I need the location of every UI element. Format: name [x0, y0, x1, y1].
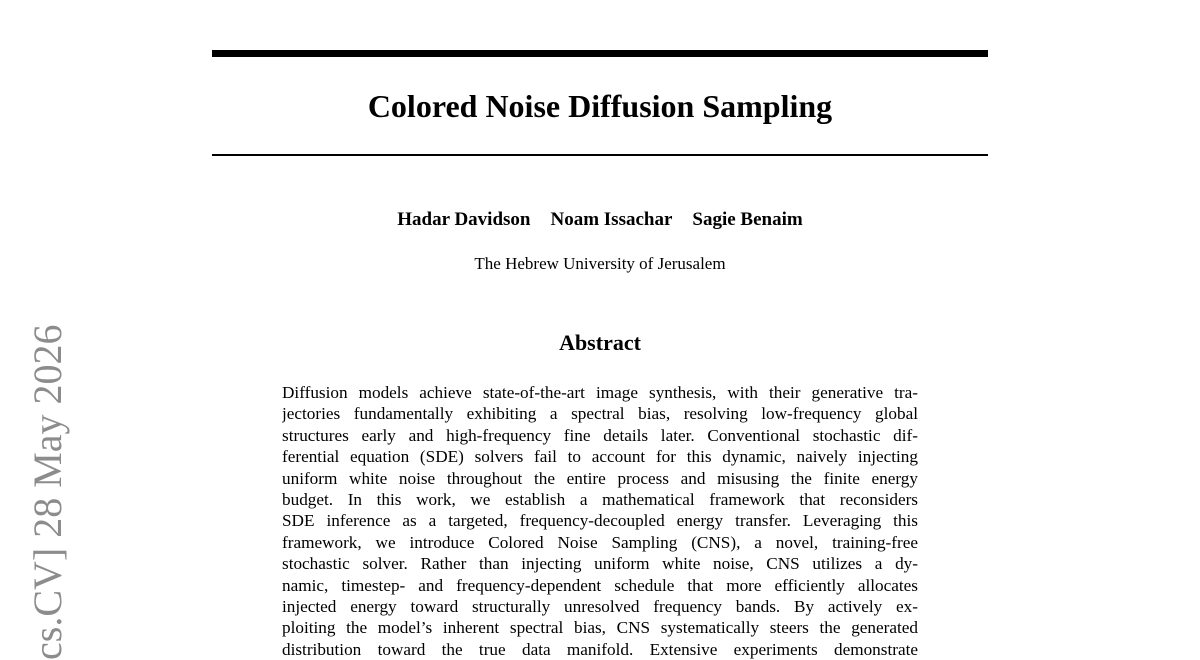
abstract-line: injected energy toward structurally unresolved frequency bands. By actively ex- — [282, 596, 918, 616]
abstract-line: namic, timestep- and frequency-dependent schedule that more efficiently allocates — [282, 575, 918, 595]
abstract-line: SDE inference as a targeted, frequency-decoupled energy transfer. Leveraging this — [282, 511, 918, 531]
abstract-line: stochastic solver. Rather than injecting uniform white noise, CNS utilizes a dy- — [282, 554, 918, 574]
author-name: Noam Issachar — [550, 209, 673, 230]
abstract-line: uniform white noise throughout the entire process and misusing the finite energy — [282, 468, 918, 488]
author-name: Hadar Davidson — [397, 209, 531, 230]
abstract-line: distribution toward the true data manifold. Extensive experiments demonstrate — [282, 639, 918, 659]
abstract-body — [282, 382, 918, 660]
title-bottom-rule — [212, 154, 988, 156]
abstract-line: framework, we introduce Colored Noise Sampling (CNS), a novel, training-free — [282, 532, 918, 552]
abstract-line: budget. In this work, we establish a mathematical framework that reconsiders — [282, 489, 918, 509]
abstract-line: ferential equation (SDE) solvers fail to account for this dynamic, naively injecting — [282, 447, 918, 467]
paper-title: Colored Noise Diffusion Sampling — [367, 88, 833, 124]
arxiv-identifier-stamp: cs.CV] 28 May 2026 — [25, 324, 70, 660]
abstract-line: structures early and high-frequency fine details later. Conventional stochastic dif- — [282, 425, 918, 445]
author-list — [212, 208, 988, 232]
abstract-line: ploiting the model’s inherent spectral bias, CNS systematically steers the generated — [282, 618, 918, 638]
abstract-line: Diffusion models achieve state-of-the-art image synthesis, with their generative tra- — [282, 383, 918, 402]
abstract-heading: Abstract — [559, 330, 641, 355]
title-top-rule — [212, 50, 988, 57]
abstract-line: jectories fundamentally exhibiting a spectral bias, resolving low-frequency global — [282, 404, 918, 424]
author-affiliation: The Hebrew University of Jerusalem — [474, 254, 726, 273]
author-name: Sagie Benaim — [692, 209, 803, 230]
